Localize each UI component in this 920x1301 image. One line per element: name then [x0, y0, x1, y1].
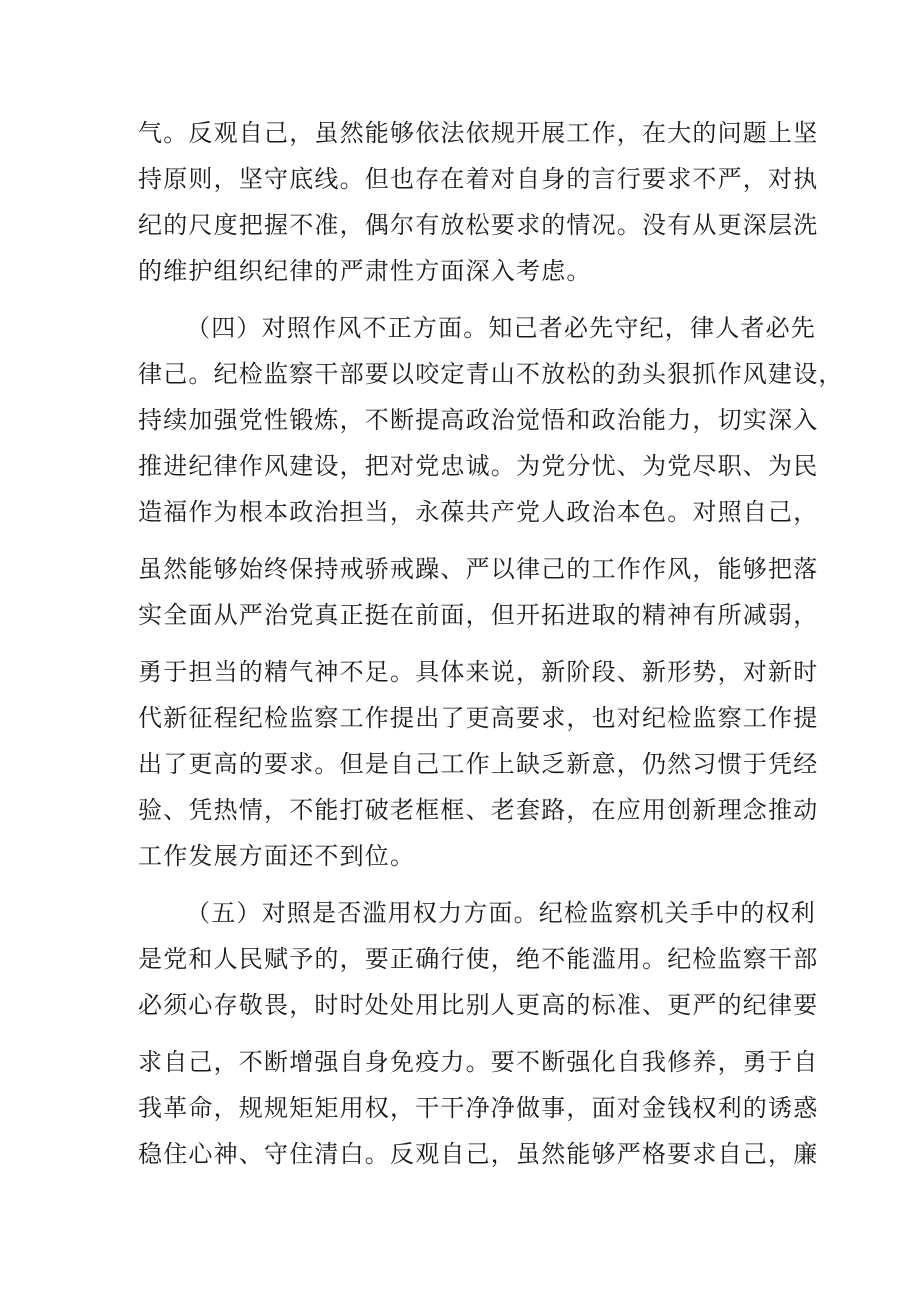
text-line: 是党和人民赋予的，要正确行使，绝不能滥用。纪检监察干部 [138, 945, 819, 973]
text-line: 持原则，坚守底线。但也存在着对自身的言行要求不严，对执 [138, 165, 819, 193]
text-line: 我革命，规规矩矩用权，干干净净做事，面对金钱权利的诱惑 [138, 1094, 819, 1122]
text-line: 造福作为根本政治担当，永葆共产党人政治本色。对照自己， [138, 498, 819, 526]
text-line: 实全面从严治党真正挺在前面，但开拓进取的精神有所减弱， [138, 601, 819, 629]
text-line: 求自己，不断增强自身免疫力。要不断强化自我修养，勇于自 [138, 1048, 819, 1076]
text-line: 工作发展方面还不到位。 [138, 842, 416, 870]
text-line: 必须心存敬畏，时时处处用比别人更高的标准、更严的纪律要 [138, 991, 819, 1019]
text-line: 气。反观自己，虽然能够依法依规开展工作，在大的问题上坚 [138, 119, 819, 147]
text-line: 推进纪律作风建设，把对党忠诚。为党分忧、为党尽职、为民 [138, 452, 819, 480]
paragraph-heading-4: （四）对照作风不正方面。知己者必先守纪，律人者必先 [186, 314, 816, 342]
text-line: 持续加强党性锻炼，不断提高政治觉悟和政治能力，切实深入 [138, 406, 819, 434]
text-line: 的维护组织纪律的严肃性方面深入考虑。 [138, 257, 592, 285]
text-line: 勇于担当的精气神不足。具体来说，新阶段、新形势，对新时 [138, 658, 819, 686]
paragraph-heading-5: （五）对照是否滥用权力方面。纪检监察机关手中的权利 [186, 899, 816, 927]
text-line: 代新征程纪检监察工作提出了更高要求，也对纪检监察工作提 [138, 704, 819, 732]
text-line: 稳住心神、守住清白。反观自己，虽然能够严格要求自己，廉 [138, 1140, 819, 1168]
text-line: 律己。纪检监察干部要以咬定青山不放松的劲头狠抓作风建设， [138, 360, 844, 388]
text-line: 出了更高的要求。但是自己工作上缺乏新意，仍然习惯于凭经 [138, 750, 819, 778]
text-line: 虽然能够始终保持戒骄戒躁、严以律己的工作作风，能够把落 [138, 555, 819, 583]
text-line: 纪的尺度把握不准，偶尔有放松要求的情况。没有从更深层洗 [138, 211, 819, 239]
text-line: 验、凭热情，不能打破老框框、老套路，在应用创新理念推动 [138, 796, 819, 824]
